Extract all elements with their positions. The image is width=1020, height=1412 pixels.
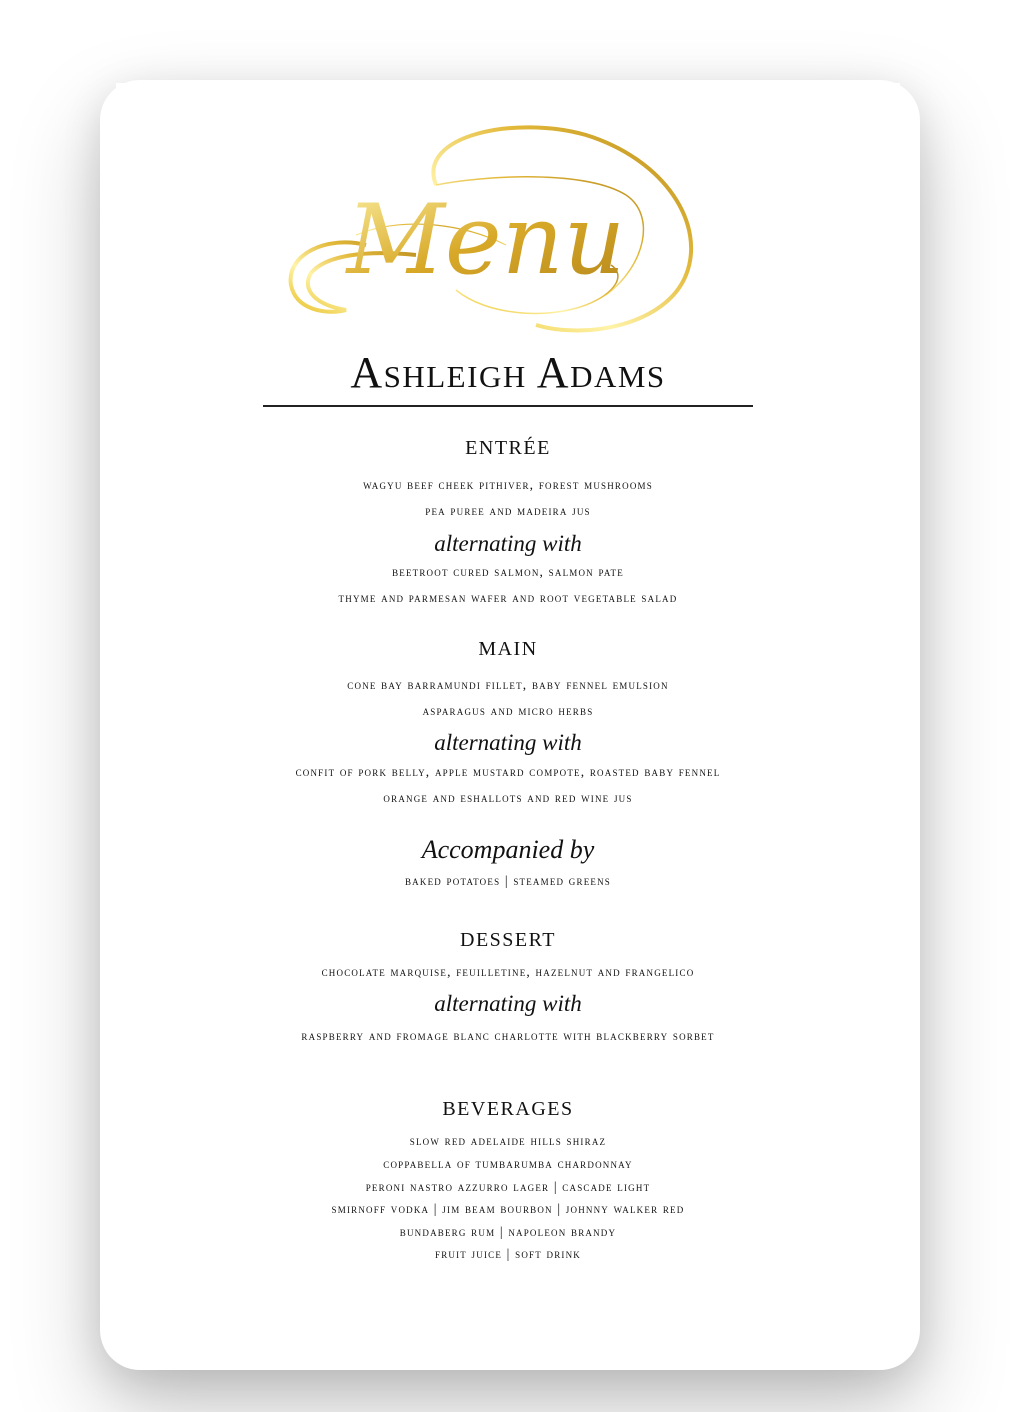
entree-item-2a: beetroot cured salmon, salmon pate (392, 564, 624, 579)
dessert-title: DESSERT (460, 929, 556, 951)
couple-name: Ashleigh Adams (350, 348, 666, 397)
entree-item-2b: thyme and parmesan wafer and root vegetable salad (338, 590, 678, 605)
beverage-item: slow red adelaide hills shiraz (409, 1133, 607, 1148)
entree-item-1a: wagyu beef cheek pithiver, forest mushrooms (363, 477, 653, 492)
dessert-alternating: alternating with (434, 991, 582, 1016)
entree-alternating: alternating with (434, 531, 582, 556)
beverage-item: fruit juice | soft drink (434, 1246, 581, 1261)
beverage-item: peroni nastro azzurro lager | cascade light (365, 1179, 651, 1194)
main-item-2a: confit of pork belly, apple mustard compote, roasted baby fennel (295, 764, 721, 779)
divider-rule (263, 405, 753, 407)
entree-item-1b: pea puree and madeira jus (425, 503, 591, 518)
accompanied-label: Accompanied by (421, 835, 595, 864)
entree-title: ENTRÉE (465, 437, 551, 459)
accompanied-items: baked potatoes | steamed greens (404, 873, 612, 888)
main-item-2b: orange and eshallots and red wine jus (383, 790, 633, 805)
main-title: MAIN (478, 638, 538, 660)
dessert-item-2: raspberry and fromage blanc charlotte with blackberry sorbet (301, 1028, 715, 1043)
main-alternating: alternating with (434, 730, 582, 755)
beverages-title: BEVERAGES (442, 1098, 574, 1120)
beverage-item: coppabella of tumbarumba chardonnay (383, 1156, 633, 1171)
beverage-item: bundaberg rum | napoleon brandy (399, 1224, 617, 1239)
menu-card (116, 83, 900, 1330)
logo-text: Menu (346, 184, 626, 296)
main-item-1b: asparagus and micro herbs (422, 703, 594, 718)
dessert-item-1: chocolate marquise, feuilletine, hazelnut and frangelico (321, 964, 695, 979)
main-item-1a: cone bay barramundi fillet, baby fennel emulsion (347, 677, 669, 692)
menu-logo (286, 115, 716, 355)
beverage-item: smirnoff vodka | jim beam bourbon | johnny walker red (331, 1201, 685, 1216)
